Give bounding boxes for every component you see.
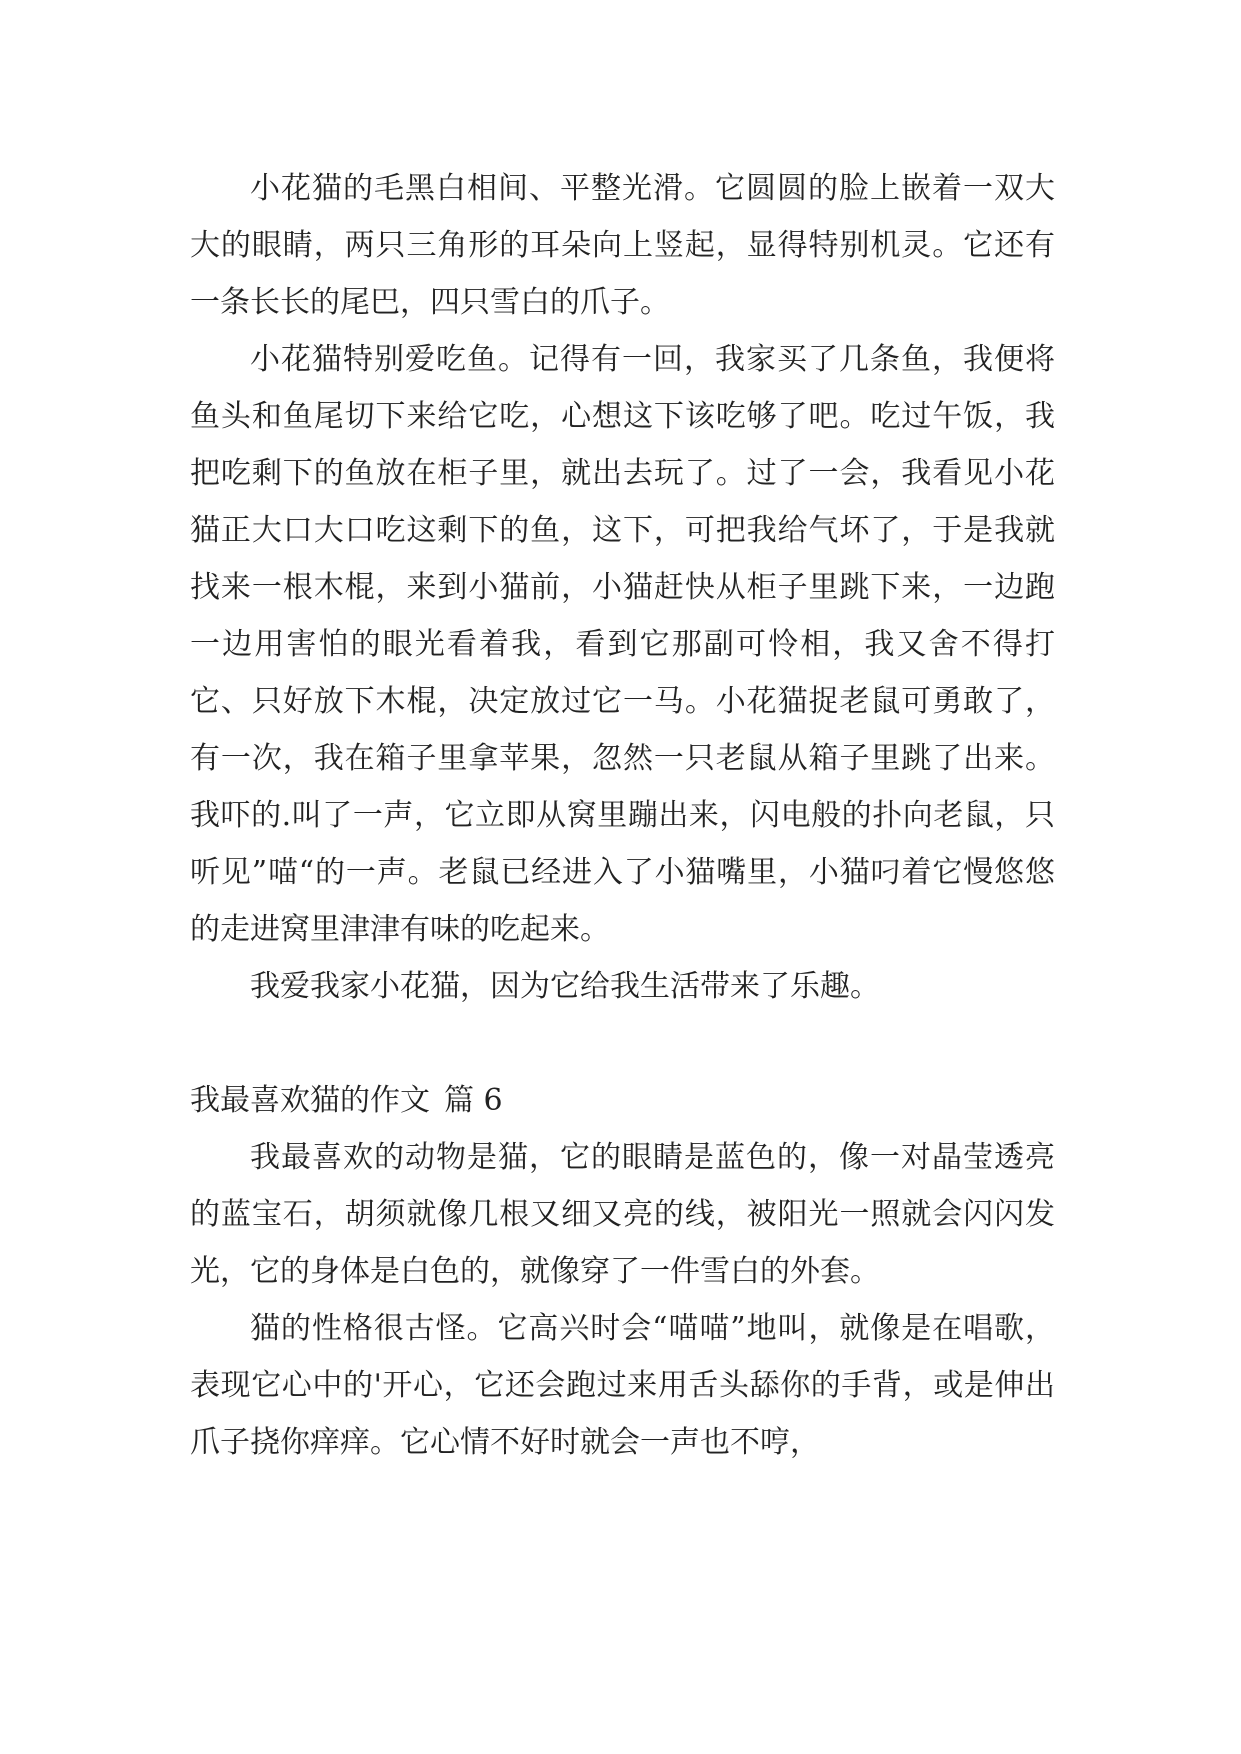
paragraph-cat-description: 我最喜欢的动物是猫，它的眼睛是蓝色的，像一对晶莹透亮的蓝宝石，胡须就像几根又细又亮的线，被阳光一照就会闪闪发光，它的身体是白色的，就像穿了一件雪白的外套。 — [190, 1140, 1055, 1289]
section-title: 我最喜欢猫的作文 — [190, 1083, 430, 1118]
paragraph-cat-personality: 猫的性格很古怪。它高兴时会“喵喵”地叫，就像是在唱歌，表现它心中的'开心，它还会跑过来用舌头舔你的手背，或是伸出爪子挠你痒痒。它心情不好时就会一声也不哼， — [190, 1311, 1055, 1460]
paragraph-conclusion: 我爱我家小花猫，因为它给我生活带来了乐趣。 — [250, 969, 880, 1004]
section-heading — [190, 1072, 1055, 1129]
paragraph-fish-story: 小花猫特别爱吃鱼。记得有一回，我家买了几条鱼，我便将鱼头和鱼尾切下来给它吃，心想这下该吃够了吧。吃过午饭，我把吃剩下的鱼放在柜子里，就出去玩了。过了一会，我看见小花猫正大口大口吃这剩下的鱼，这下，可把我给气坏了，于是我就找来一根木棍，来到小猫前，小猫赶快从柜子里跳下来，一边跑一边用害怕的眼光看着我，看到它那副可怜相，我又舍不得打它、只好放下木棍，决定放过它一马。小花猫捉老鼠可勇敢了，有一次，我在箱子里拿苹果，忽然一只老鼠从箱子里跳了出来。我吓的.叫了一声，它立即从窝里蹦出来，闪电般的扑向老鼠，只听见”喵“的一声。老鼠已经进入了小猫嘴里，小猫叼着它慢悠悠的走进窝里津津有味的吃起来。 — [190, 342, 1055, 947]
paragraph-appearance: 小花猫的毛黑白相间、平整光滑。它圆圆的脸上嵌着一双大大的眼睛，两只三角形的耳朵向上竖起，显得特别机灵。它还有一条长长的尾巴，四只雪白的爪子。 — [190, 171, 1055, 320]
document-body — [190, 160, 1055, 1471]
section-number: 篇 6 — [444, 1083, 503, 1118]
